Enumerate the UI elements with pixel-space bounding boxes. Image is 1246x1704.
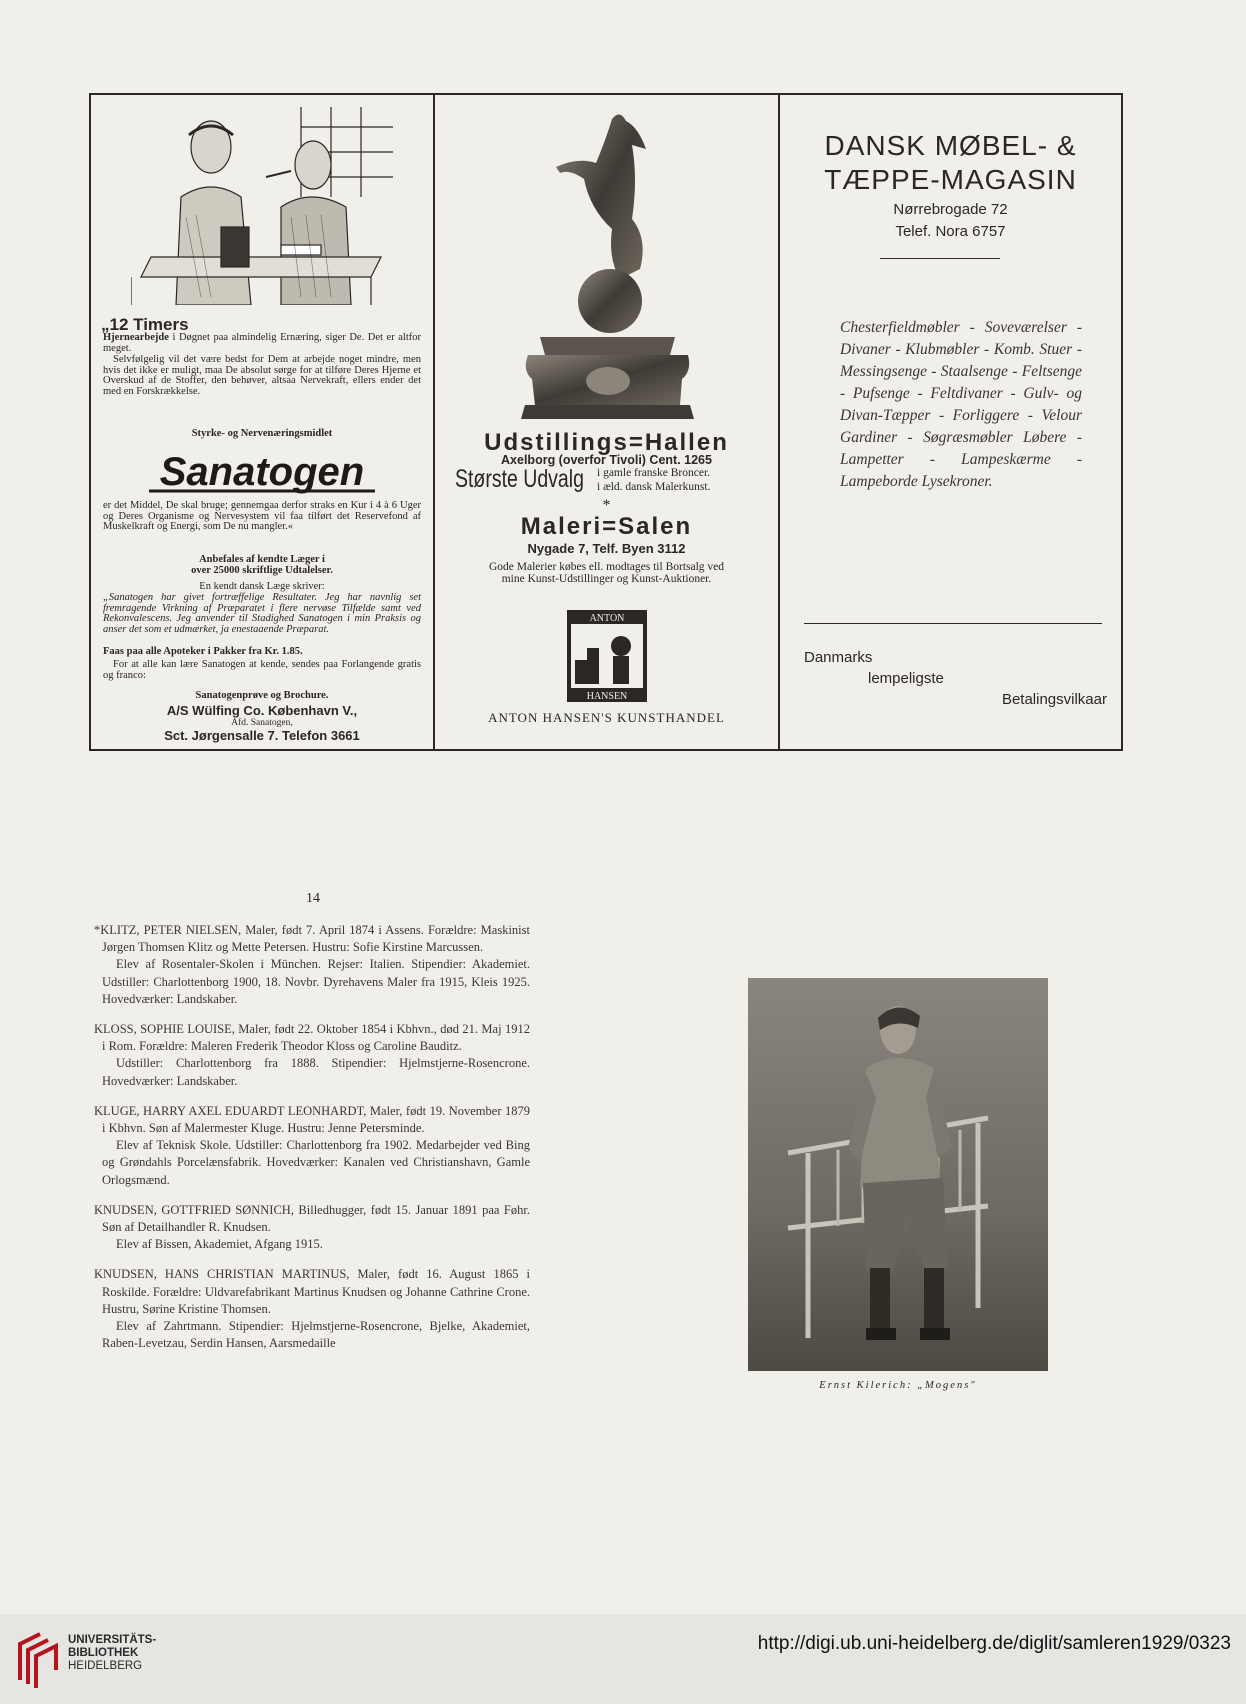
- udstillingshallen-title: Udstillings=Hallen: [484, 429, 729, 456]
- sanatogen-doctor-intro: En kendt dansk Læge skriver:: [199, 581, 325, 592]
- maleri-salen-subtitle: Nygade 7, Telf. Byen 3112: [527, 541, 686, 556]
- university-library-name[interactable]: [68, 1634, 156, 1673]
- entry-knudsen-hans-career: Elev af Zahrtmann. Stipendier: Hjelmstjerne-Rosencrone, Bjelke, Akademiet, Raben-Levetzau, Serdin Hansen, Aarsmedaille: [102, 1319, 530, 1351]
- university-library-logo-icon[interactable]: [14, 1630, 62, 1690]
- sanatogen-para1-text: i Døgnet paa almindelig Ernæring, siger De. Det er altfor meget.: [103, 332, 421, 354]
- entry-kluge: [94, 1103, 530, 1189]
- uni-name-line2: BIBLIOTHEK: [68, 1647, 139, 1659]
- sanatogen-quote: „Sanatogen har givet fortræffelige Resultater. Jeg har navnlig set fremragende Virkning af Præparatet i flere nervøse Tilfælde samt ved Rekonvalescens. Jeg anvender til Stadighed Sanatogen i min Praksis og anser det som et udmærket, ja enestaaende Præparat.: [103, 592, 421, 635]
- sanatogen-company: A/S Wülfing Co. København V.,: [166, 703, 358, 718]
- terms-line2: lempeligste: [868, 670, 944, 687]
- udstillingshallen-subtitle: Axelborg (overfor Tivoli) Cent. 1265: [501, 453, 712, 467]
- udstillingshallen-ad: [435, 95, 780, 749]
- terms-line1: Danmarks: [804, 649, 873, 666]
- storste-udvalg: [455, 465, 710, 494]
- entry-klitz: [94, 922, 530, 1008]
- footer-bar: [0, 1614, 1246, 1704]
- sanatogen-dept: Afd. Sanatogen,: [231, 718, 293, 728]
- entry-kloss: [94, 1021, 530, 1090]
- painting-caption: Ernst Kilerich: „Mogens": [819, 1380, 977, 1391]
- entry-knudsen-gottfried-career: Elev af Bissen, Akademiet, Afgang 1915.: [116, 1237, 323, 1252]
- sanatogen-logo-text: Sanatogen: [159, 450, 365, 494]
- storste-udvalg-line2: i æld. dansk Malerkunst.: [597, 480, 711, 493]
- terms-line3: Betalingsvilkaar: [1001, 691, 1107, 708]
- dansk-moebel-items: Chesterfieldmøbler - Soveværelser - Divaner - Klubmøbler - Komb. Stuer - Messingsenge - Staalsenge - Feltsenge - Pufsenge - Feltdivaner - Gulv- og Divan-Tæpper - Forliggere - Velour Gardiner - Søgræsmøbler Løbere - Lampetter - Lampeskærme - Lampeborde Lysekroner.: [840, 319, 1082, 490]
- dansk-moebel-title: [780, 129, 1121, 197]
- sanatogen-sample: Sanatogenprøve og Brochure.: [195, 690, 329, 701]
- sanatogen-recommend1: Anbefales af kendte Læger i: [199, 554, 325, 565]
- source-url-link[interactable]: http://digi.ub.uni-heidelberg.de/diglit/samleren1929/0323: [757, 1633, 1231, 1654]
- sanatogen-para1: [103, 333, 421, 354]
- sanatogen-headline: „12 Timers: [101, 315, 189, 334]
- sanatogen-sold: Faas paa alle Apoteker i Pakker fra Kr. 1.85.: [103, 646, 303, 657]
- artist-entries: [94, 922, 530, 1365]
- sanatogen-recommend2: over 25000 skriftlige Udtalelser.: [191, 565, 333, 576]
- entry-kloss-career: Udstiller: Charlottenborg fra 1888. Stipendier: Hjelmstjerne-Rosencrone. Hovedværker: Landskaber.: [102, 1056, 530, 1088]
- sanatogen-para3: er det Middel, De skal bruge; gennemgaa derfor straks en Kur i 4 à 6 Uger og Deres Organisme og Nervesystem vil faa tilført det Reservefond af Muskelkraft og Energi, som De nu mangler.«: [103, 500, 421, 533]
- maleri-salen-line1: Gode Malerier købes ell. modtages til Bortsalg ved: [488, 561, 725, 573]
- entry-knudsen-hans: [94, 1266, 530, 1352]
- anton-logo-top: ANTON: [589, 613, 625, 624]
- dansk-moebel-ad: [780, 95, 1121, 749]
- dansk-moebel-address: Nørrebrogade 72: [893, 201, 1008, 218]
- short-divider: [880, 258, 1000, 259]
- dansk-moebel-title-line2: TÆPPE-MAGASIN: [824, 164, 1077, 195]
- uni-name-line1: UNIVERSITÄTS-: [68, 1634, 157, 1646]
- entry-knudsen-gottfried-bio: KNUDSEN, GOTTFRIED SØNNICH, Billedhugger, født 15. Januar 1891 paa Føhr. Søn af Detailhandler R. Knudsen.: [94, 1202, 530, 1235]
- entry-knudsen-hans-bio: KNUDSEN, HANS CHRISTIAN MARTINUS, Maler, født 16. August 1865 i Roskilde. Forældre: Uldvarefabrikant Martinus Knudsen og Johanne Cathrine Crone. Hustru, Sørine Kristine Thomsen.: [94, 1267, 530, 1316]
- painting-mogens: [748, 978, 1048, 1371]
- dansk-moebel-title-line1: DANSK MØBEL- &: [824, 130, 1077, 161]
- entry-knudsen-gottfried: [94, 1202, 530, 1254]
- entry-klitz-bio: *KLITZ, PETER NIELSEN, Maler, født 7. April 1874 i Assens. Forældre: Maskinist Jørgen Thomsen Klitz og Mette Petersen. Hustru: Sofie Kirstine Marcussen.: [94, 923, 530, 955]
- anton-hansen-logo: [567, 610, 647, 702]
- page-number: 14: [306, 891, 320, 906]
- entry-kluge-bio: KLUGE, HARRY AXEL EDUARDT LEONHARDT, Maler, født 19. November 1879 i Kbhvn. Søn af Malermester Kluge. Hustru: Jenne Petersminde.: [94, 1103, 530, 1136]
- sanatogen-para2: Selvfølgelig vil det være bedst for Dem at arbejde noget mindre, men hvis det ikke er muligt, maa De absolut sørge for at tilføre Deres Hjerne et Overskud af de Stoffer, den behøver, altsaa Nervekraft, ellers ender det med en Forskrækkelse.: [103, 354, 421, 397]
- sanatogen-address: Sct. Jørgensalle 7. Telefon 3661: [164, 728, 360, 743]
- dansk-moebel-phone: Telef. Nora 6757: [895, 223, 1006, 240]
- sanatogen-ad: [91, 95, 435, 749]
- entry-kluge-career: Elev af Teknisk Skole. Udstiller: Charlottenborg fra 1902. Medarbejder ved Bing og Grøndahls Porcelænsfabrik. Hovedværker: Kanalen ved Christianshavn, Gamle Orlogsmænd.: [102, 1138, 530, 1187]
- maleri-salen-line2: mine Kunst-Udstillinger og Kunst-Auktioner.: [501, 573, 712, 585]
- star-divider: *: [602, 497, 611, 514]
- entry-kloss-bio: KLOSS, SOPHIE LOUISE, Maler, født 22. Oktober 1854 i Kbhvn., død 21. Maj 1912 i Rom. Forældre: Maleren Frederik Theodor Kloss og Caroline Bauditz.: [94, 1022, 530, 1054]
- storste-udvalg-list: [597, 466, 710, 494]
- maleri-salen-title: Maleri=Salen: [520, 513, 693, 540]
- long-divider: [804, 623, 1102, 624]
- sanatogen-para4: For at alle kan lære Sanatogen at kende, sendes paa Forlangende gratis og franco:: [103, 659, 421, 681]
- storste-udvalg-label: Største Udvalg: [455, 465, 584, 493]
- two-men-illustration: [131, 107, 393, 305]
- sanatogen-logo: [131, 449, 393, 495]
- anton-hansen-footer: ANTON HANSEN'S KUNSTHANDEL: [488, 710, 725, 725]
- bronze-statue-image: [520, 109, 695, 419]
- uni-name-line3: HEIDELBERG: [68, 1660, 143, 1672]
- sanatogen-tagline: Styrke- og Nervenæringsmidlet: [191, 428, 333, 439]
- anton-logo-bottom: HANSEN: [586, 691, 628, 702]
- entry-klitz-career: Elev af Rosentaler-Skolen i München. Rejser: Italien. Stipendier: Akademiet. Udstiller: Charlottenborg 1900, 18. Novbr. Dyrehavens Maler fra 1915, Kleis 1925. Hovedværker: Landskaber.: [102, 957, 530, 1006]
- sanatogen-para1-bold: Hjernearbejde: [103, 332, 169, 343]
- advertisement-grid: [89, 93, 1123, 751]
- storste-udvalg-line1: i gamle franske Broncer.: [597, 466, 711, 479]
